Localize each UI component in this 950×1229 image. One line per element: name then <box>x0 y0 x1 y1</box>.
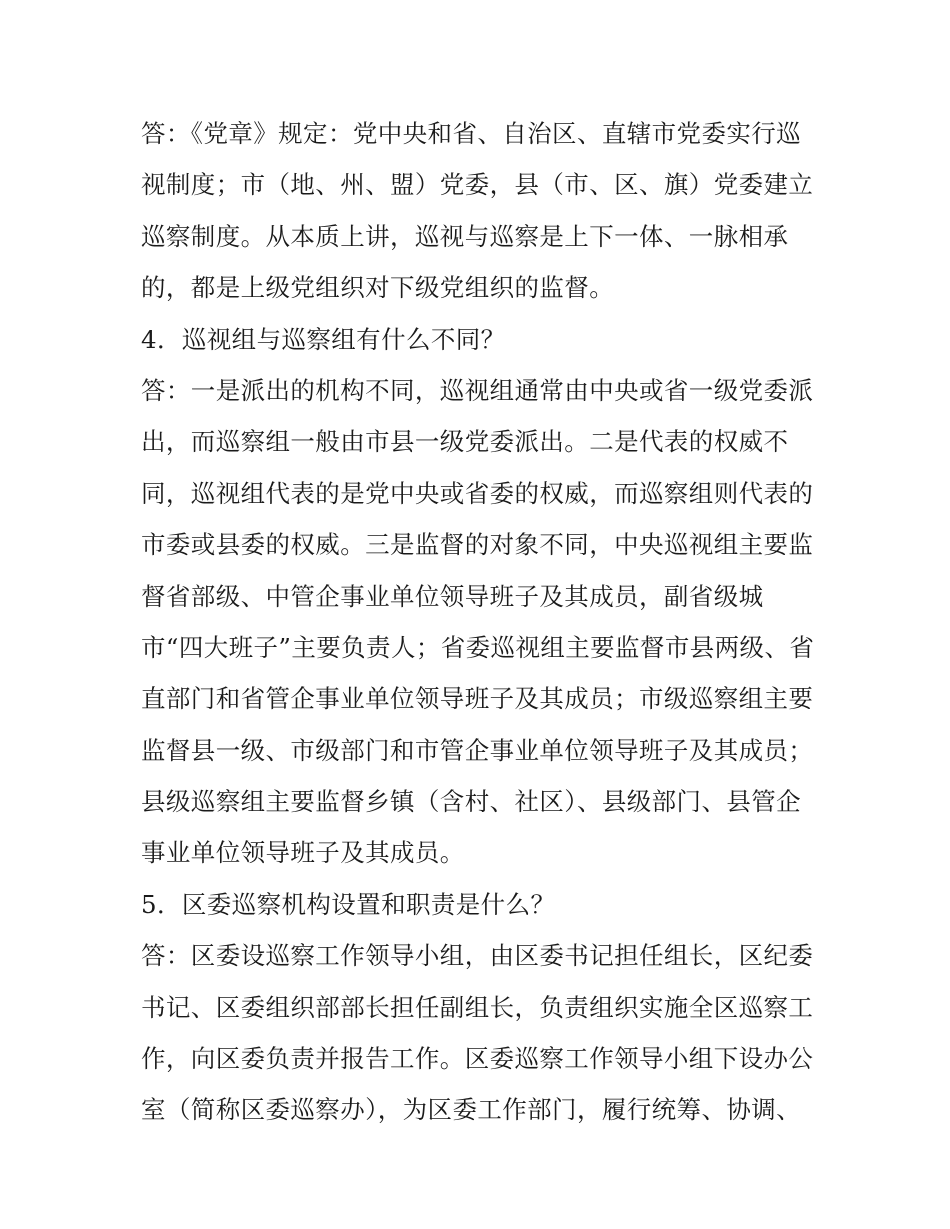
text-line: 事业单位领导班子及其成员。 <box>141 838 465 868</box>
text-line: 市委或县委的权威。三是监督的对象不同，中央巡视组主要监 <box>141 530 814 560</box>
text-line: 县级巡察组主要监督乡镇（含村、社区）、县级部门、县管企 <box>141 787 802 817</box>
text-line: 直部门和省管企事业单位领导班子及其成员；市级巡察组主要 <box>141 684 814 714</box>
text-line: 同，巡视组代表的是党中央或省委的权威，而巡察组则代表的 <box>141 478 814 508</box>
text-line: 出，而巡察组一般由市县一级党委派出。二是代表的权威不 <box>141 427 789 457</box>
text-line: 市“四大班子”主要负责人；省委巡视组主要监督市县两级、省 <box>141 632 815 662</box>
text-line: 监督县一级、市级部门和市管企事业单位领导班子及其成员； <box>141 735 814 765</box>
document-body <box>141 108 821 1136</box>
text-line: 答：一是派出的机构不同，巡视组通常由中央或省一级党委派 <box>141 375 814 405</box>
text-line: 视制度；市（地、州、盟）党委，县（市、区、旗）党委建立 <box>141 170 814 200</box>
text-line: 的，都是上级党组织对下级党组织的监督。 <box>141 273 615 303</box>
text-line: 书记、区委组织部部长担任副组长，负责组织实施全区巡察工 <box>141 992 814 1022</box>
text-line: 巡察制度。从本质上讲，巡视与巡察是上下一体、一脉相承 <box>141 221 789 251</box>
text-line: 作，向区委负责并报告工作。区委巡察工作领导小组下设办公 <box>141 1044 814 1074</box>
text-line: 室（简称区委巡察办），为区委工作部门，履行统筹、协调、 <box>141 1095 802 1125</box>
text-line: 督省部级、中管企事业单位领导班子及其成员，副省级城 <box>141 581 764 611</box>
text-line: 答：区委设巡察工作领导小组，由区委书记担任组长，区纪委 <box>141 941 814 971</box>
question-heading-4: 4．巡视组与巡察组有什么不同？ <box>141 324 506 354</box>
text-line: 答：《党章》规定：党中央和省、自治区、直辖市党委实行巡 <box>141 119 802 148</box>
question-heading-5: 5．区委巡察机构设置和职责是什么？ <box>141 889 556 919</box>
